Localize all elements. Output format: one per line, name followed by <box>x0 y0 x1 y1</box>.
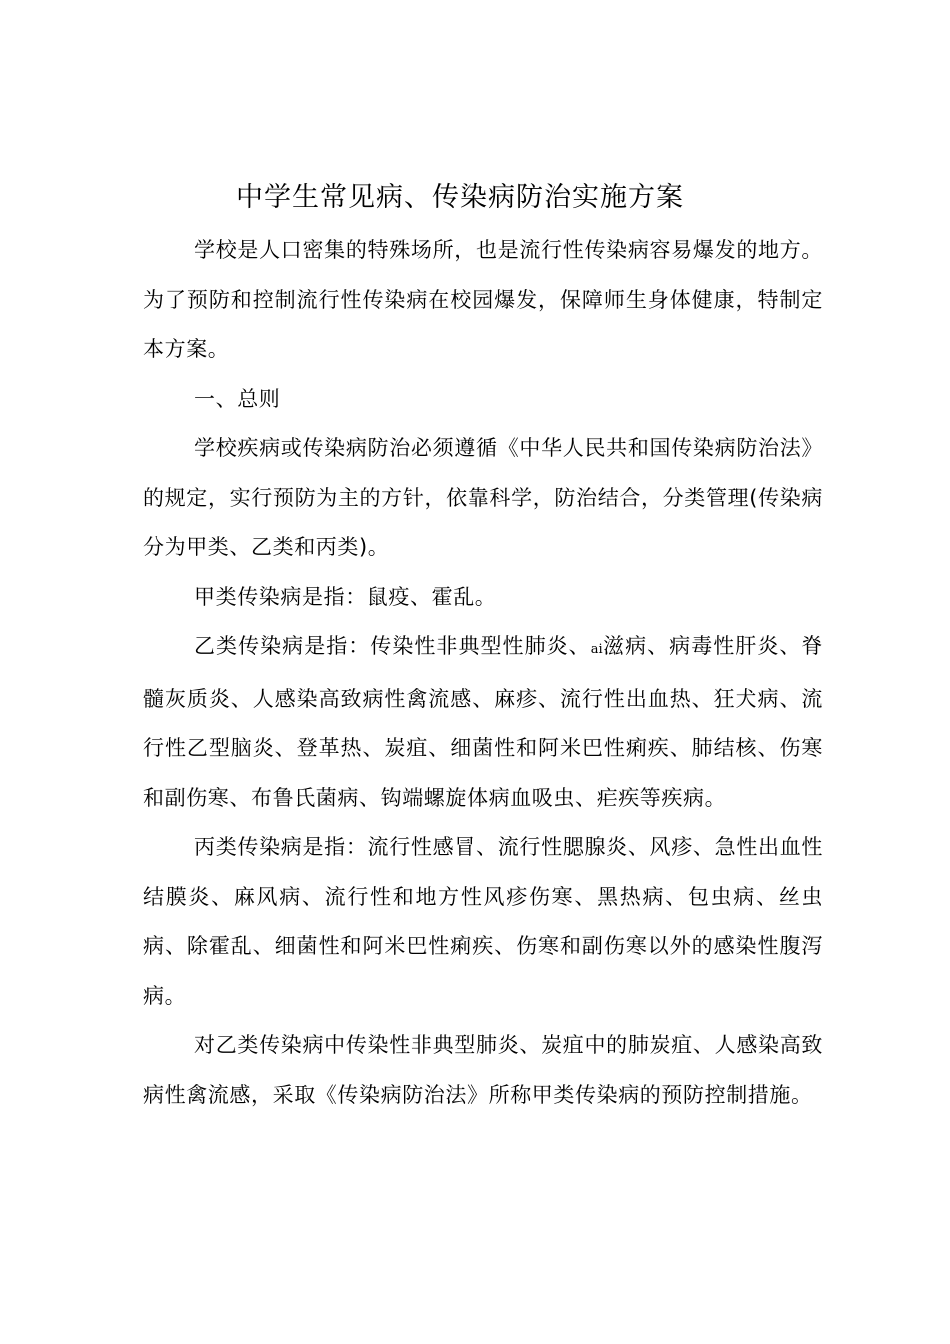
class-b-text-start: 乙类传染病是指：传染性非典型性肺炎、 <box>194 634 591 658</box>
class-b-text-end: 滋病、病毒性肝炎、脊髓灰质炎、人感染高致病性禽流感、麻疹、流行性出血热、狂犬病、流行性乙型脑炎、登革热、炭疽、细菌性和阿米巴性痢疾、肺结核、伤寒和副伤寒、布鲁氏菌病、钩端螺旋体病血吸虫、疟疾等疾病。 <box>143 634 823 810</box>
page-title: 中学生常见病、传染病防治实施方案 <box>236 182 684 213</box>
document-body <box>143 226 823 1120</box>
class-b-paragraph <box>143 622 823 823</box>
general-principles-paragraph: 学校疾病或传染病防治必须遵循《中华人民共和国传染病防治法》的规定，实行预防为主的方针，依靠科学，防治结合，分类管理(传染病分为甲类、乙类和丙类)。 <box>143 436 823 559</box>
class-a-paragraph: 甲类传染病是指：鼠疫、霍乱。 <box>194 584 497 609</box>
special-measures-paragraph: 对乙类传染病中传染性非典型肺炎、炭疽中的肺炭疽、人感染高致病性禽流感，采取《传染病防治法》所称甲类传染病的预防控制措施。 <box>143 1033 823 1107</box>
class-c-paragraph: 丙类传染病是指：流行性感冒、流行性腮腺炎、风疹、急性出血性结膜炎、麻风病、流行性和地方性风疹伤寒、黑热病、包虫病、丝虫病、除霍乱、细菌性和阿米巴性痢疾、伤寒和副伤寒以外的感染性腹泻病。 <box>143 835 823 1008</box>
class-b-latin-fragment: ai <box>590 642 603 657</box>
intro-paragraph: 学校是人口密集的特殊场所，也是流行性传染病容易爆发的地方。为了预防和控制流行性传染病在校园爆发，保障师生身体健康，特制定本方案。 <box>143 238 823 361</box>
section-heading-general: 一、总则 <box>194 386 281 411</box>
